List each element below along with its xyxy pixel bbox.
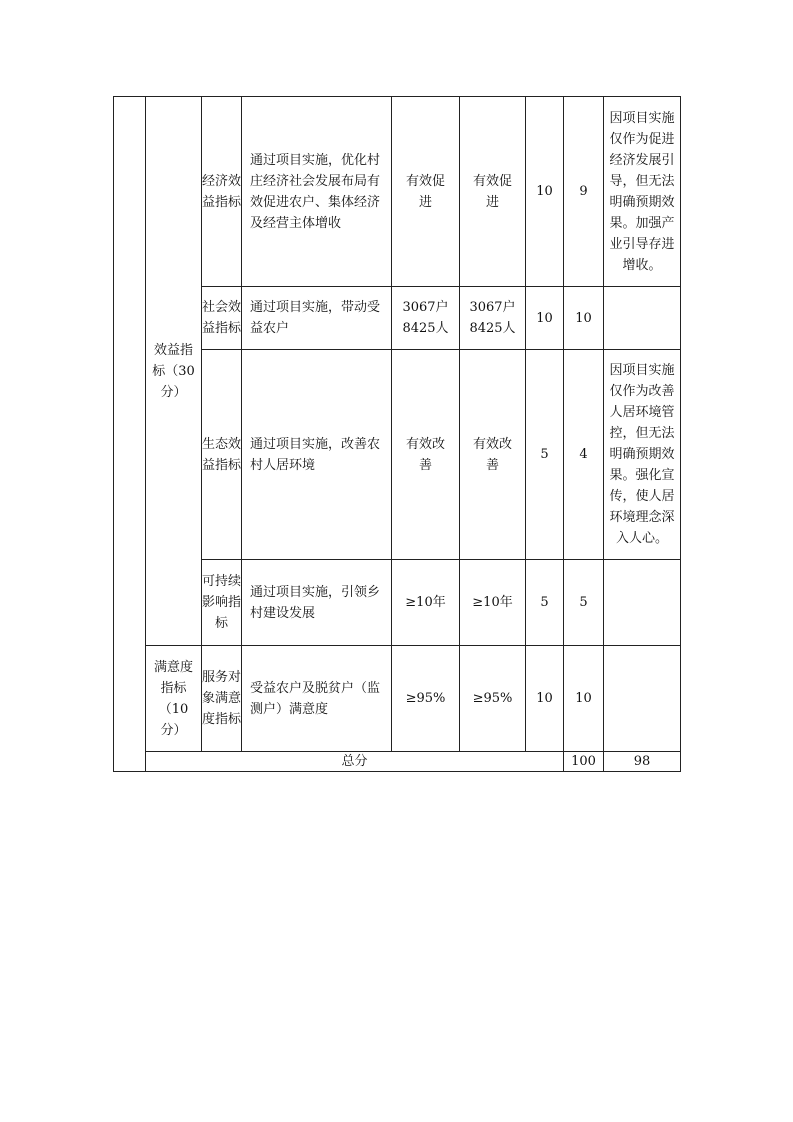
score-value: 4: [564, 350, 604, 560]
score-value: 10: [564, 646, 604, 752]
performance-indicator-table: [113, 96, 681, 772]
target-value: 有效改善: [392, 350, 460, 560]
subindicator-cell: 可持续影响指标: [202, 560, 242, 646]
indicator-content: 通过项目实施，优化村庄经济社会发展布局有效促进农户、集体经济及经营主体增收: [242, 97, 392, 287]
subindicator-cell: 生态效益指标: [202, 350, 242, 560]
actual-value: 有效促进: [460, 97, 526, 287]
subindicator-cell: 服务对象满意度指标: [202, 646, 242, 752]
deviation-note: [604, 560, 681, 646]
deviation-note: 因项目实施仅作为促进经济发展引导，但无法明确预期效果。加强产业引导存进增收。: [604, 97, 681, 287]
total-weight: 100: [564, 752, 604, 772]
indicator-content: 通过项目实施，引领乡村建设发展: [242, 560, 392, 646]
subindicator-cell: 经济效益指标: [202, 97, 242, 287]
subindicator-cell: 社会效益指标: [202, 287, 242, 350]
target-value: 有效促进: [392, 97, 460, 287]
table-row: [114, 646, 681, 752]
weight-value: 10: [526, 646, 564, 752]
indicator-content: 通过项目实施，改善农村人居环境: [242, 350, 392, 560]
group-benefit-indicator: 效益指标（30分）: [146, 97, 202, 646]
score-value: 5: [564, 560, 604, 646]
score-value: 9: [564, 97, 604, 287]
deviation-note: [604, 287, 681, 350]
weight-value: 10: [526, 97, 564, 287]
group-satisfaction-indicator: 满意度指标（10分）: [146, 646, 202, 752]
actual-value: ≥10年: [460, 560, 526, 646]
deviation-note: 因项目实施仅作为改善人居环境管控，但无法明确预期效果。强化宣传，使人居环境理念深入人心。: [604, 350, 681, 560]
target-value: ≥10年: [392, 560, 460, 646]
actual-value: 有效改善: [460, 350, 526, 560]
indicator-content: 通过项目实施，带动受益农户: [242, 287, 392, 350]
score-value: 10: [564, 287, 604, 350]
actual-value: 3067户8425人: [460, 287, 526, 350]
weight-value: 5: [526, 350, 564, 560]
table-row: [114, 97, 681, 287]
target-value: 3067户8425人: [392, 287, 460, 350]
weight-value: 5: [526, 560, 564, 646]
first-level-indicator-cell: [114, 97, 146, 772]
total-score: 98: [604, 752, 681, 772]
indicator-content: 受益农户及脱贫户（监测户）满意度: [242, 646, 392, 752]
weight-value: 10: [526, 287, 564, 350]
actual-value: ≥95%: [460, 646, 526, 752]
total-row: [114, 752, 681, 772]
deviation-note: [604, 646, 681, 752]
total-label: 总分: [146, 752, 564, 772]
target-value: ≥95%: [392, 646, 460, 752]
